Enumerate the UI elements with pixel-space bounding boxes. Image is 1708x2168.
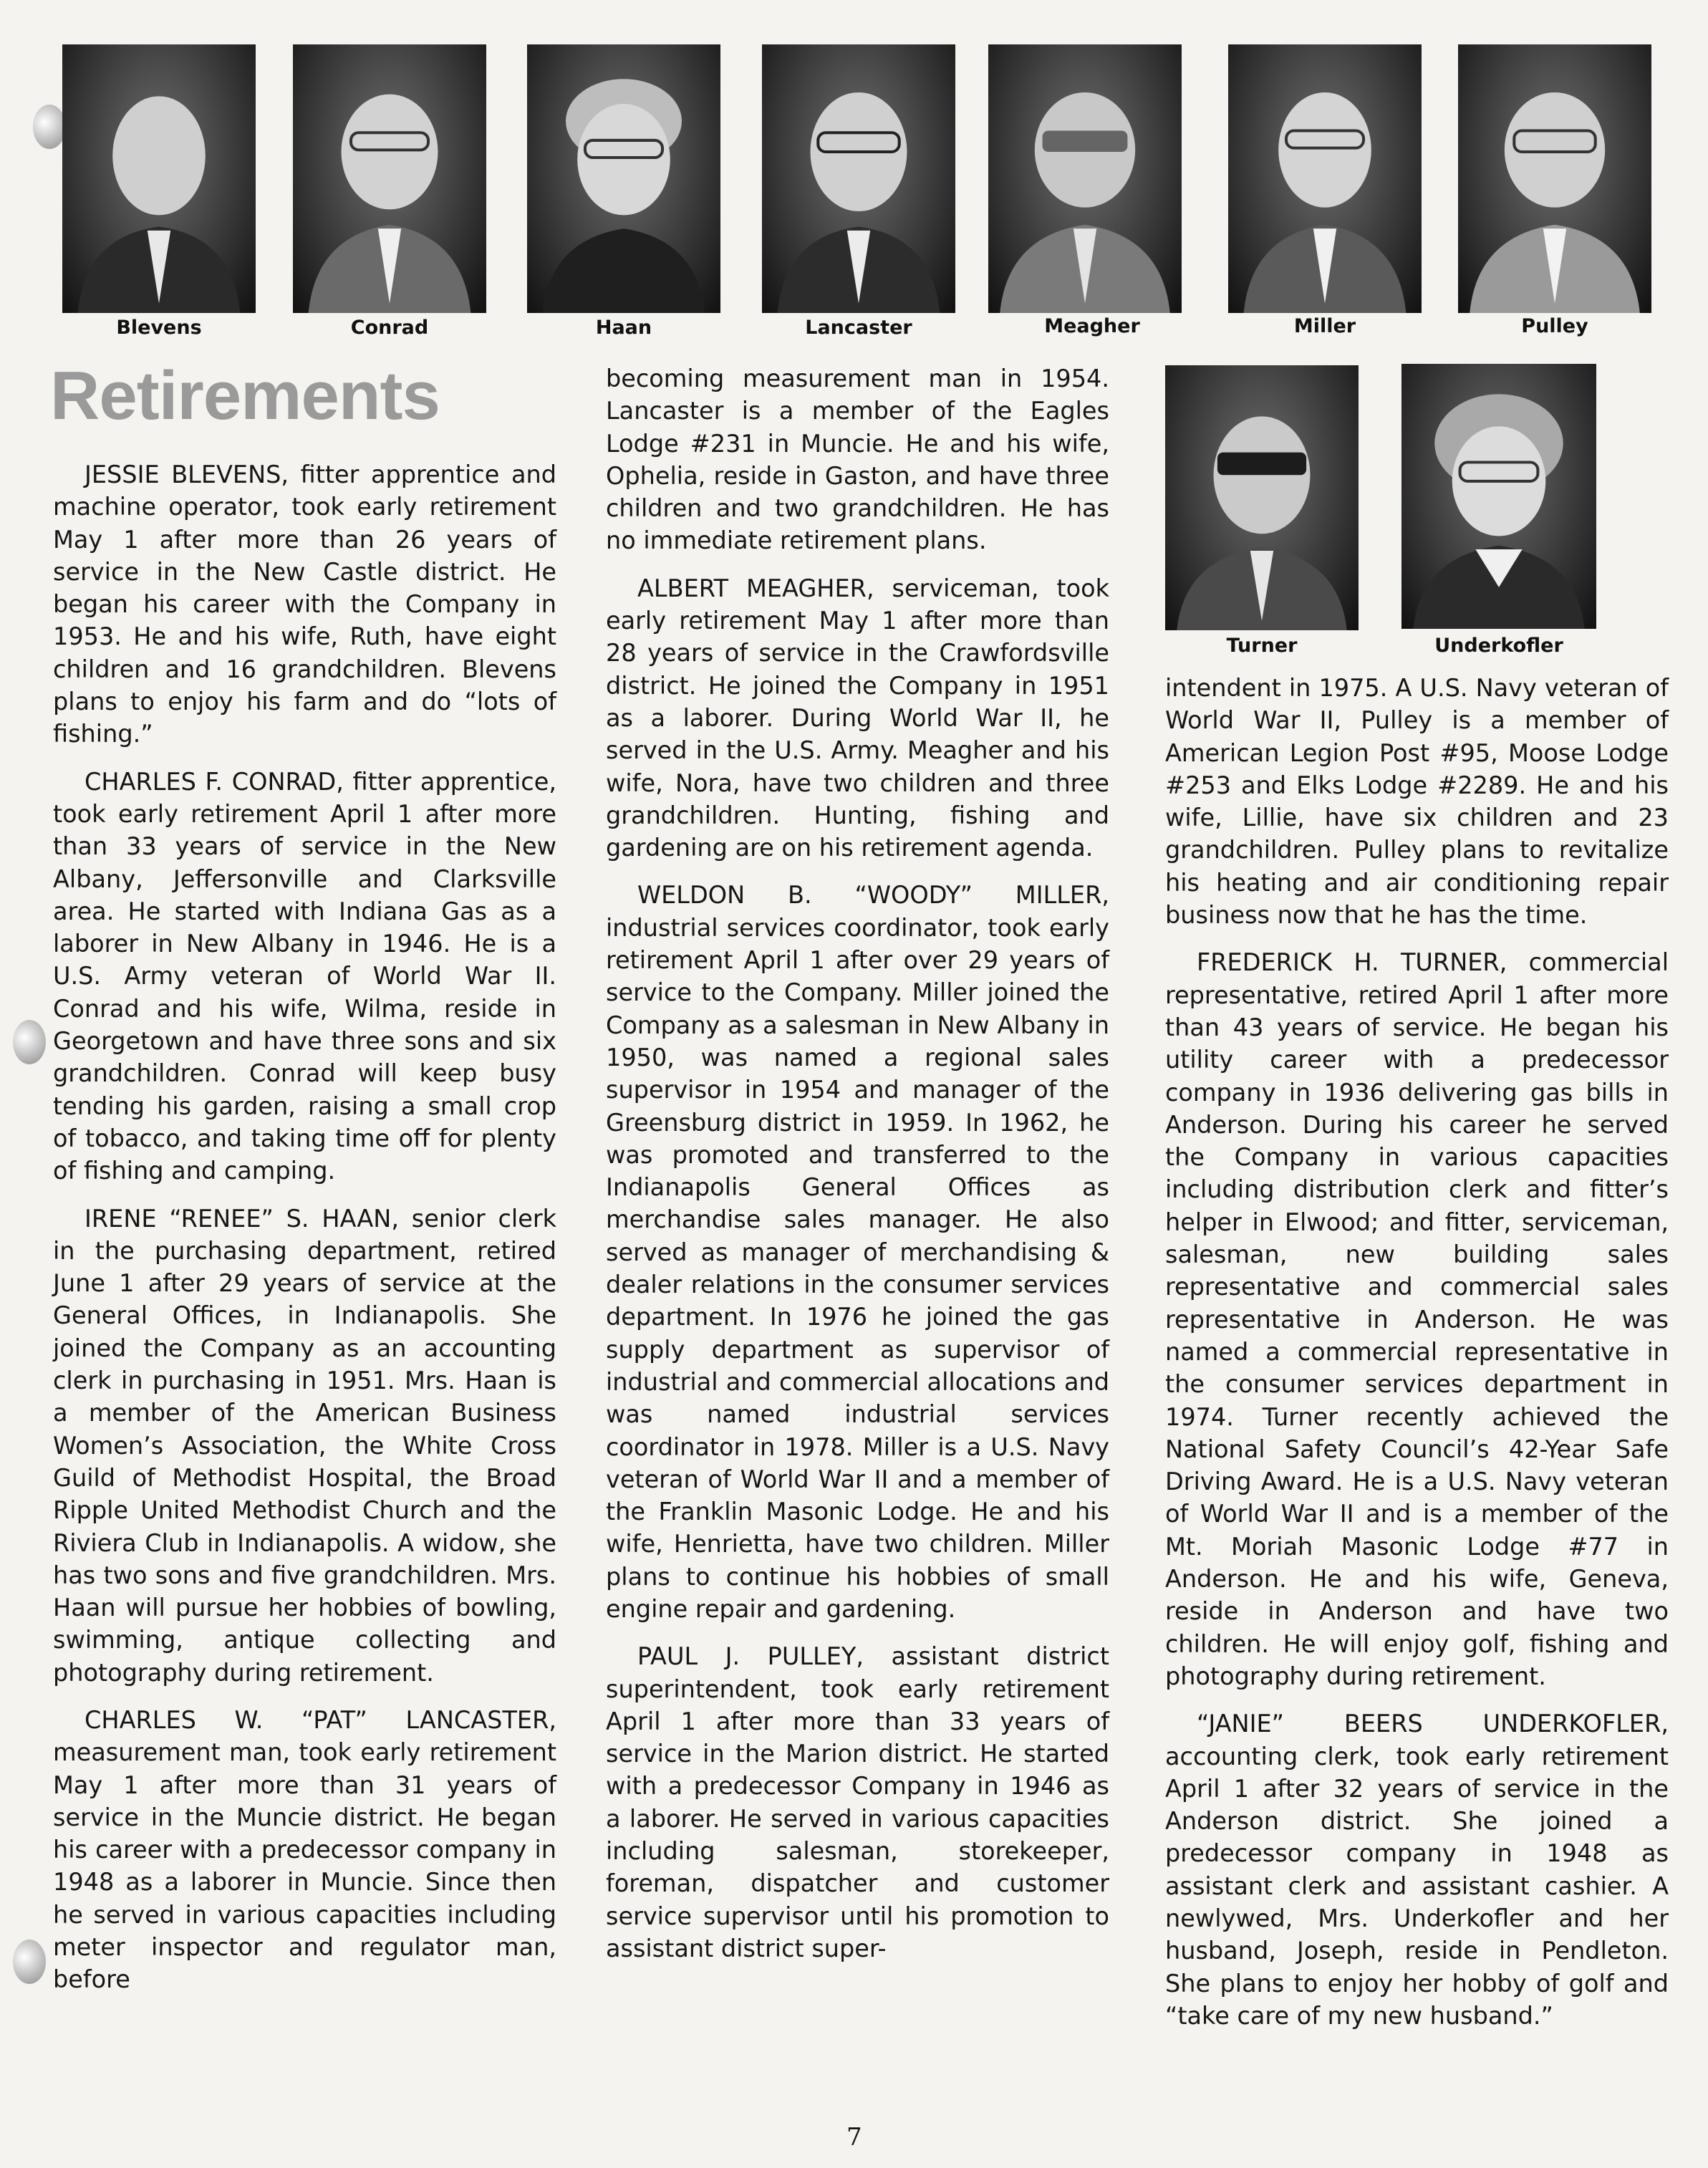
- binder-hole-top: [33, 105, 66, 149]
- caption-turner: Turner: [1226, 635, 1298, 657]
- caption-meagher: Meagher: [1044, 315, 1140, 337]
- article-turner: FREDERICK H. TURNER, commercial representative, retired April 1 after more than 43 years of service. He began his utility career with a predecessor company in 1936 delivering gas bills in Anderson. During his career he served the Company in various capacities including distribution clerk and fitter’s helper in Elwood; and fitter, serviceman, salesman, new building sales representative and commercial sales representative in Anderson. He was named a commercial representative in the consumer services department in 1974. Turner recently achieved the National Safety Council’s 42-Year Safe Driving Award. He is a U.S. Navy veteran of World War II and is a member of the Mt. Moriah Masonic Lodge #77 in Anderson. He and his wife, Geneva, reside in Anderson and have two children. He will enjoy golf, fishing and photography during retirement.: [1165, 948, 1669, 1690]
- article-haan: IRENE “RENEE” S. HAAN, senior clerk in the purchasing department, retired June 1 after 29 years of service at the General Offices, in Indianapolis. She joined the Company as an accounting clerk in purchasing in 1951. Mrs. Haan is a member of the American Business Women’s Association, the White Cross Guild of Methodist Hospital, the Broad Ripple United Methodist Church and the Riviera Club in Indianapolis. A widow, she has two sons and five grandchildren. Mrs. Haan will pursue her hobbies of bowling, swimming, antique collecting and photography during retirement.: [53, 1204, 556, 1687]
- portrait-photo-lancaster: [762, 44, 955, 313]
- caption-miller: Miller: [1293, 315, 1356, 337]
- binder-hole-bottom: [13, 1940, 46, 1984]
- article-pulley-start: PAUL J. PULLEY, assistant district superintendent, took early retirement April 1 after more than 33 years of service in the Marion district. He started with a predecessor Company in 1946 as a laborer. He served in various capacities including salesman, storekeeper, foreman, dispatcher and customer service supervisor until his promotion to assistant district super-: [606, 1642, 1109, 1962]
- article-underkofler: “JANIE” BEERS UNDERKOFLER, accounting clerk, took early retirement April 1 after 32 years of service in the Anderson district. She joined a predecessor company in 1948 as assistant clerk and assistant cashier. A newlywed, Mrs. Underkofler and her husband, Joseph, reside in Pendleton. She plans to enjoy her hobby of golf and “take care of my new husband.”: [1165, 1710, 1669, 2030]
- portrait-photo-underkofler: [1401, 364, 1596, 629]
- caption-lancaster: Lancaster: [805, 317, 912, 339]
- column-middle: [606, 362, 1109, 1980]
- article-lancaster-continued: becoming measurement man in 1954. Lancaster is a member of the Eagles Lodge #231 in Muncie. He and his wife, Ophelia, reside in Gaston, and have three children and two grandchildren. He has no immediate retirement plans.: [606, 365, 1109, 555]
- article-blevens: JESSIE BLEVENS, fitter apprentice and machine operator, took early retirement May 1 after more than 26 years of service in the New Castle district. He began his career with the Company in 1953. He and his wife, Ruth, have eight children and 16 grandchildren. Blevens plans to enjoy his farm and do “lots of fishing.”: [53, 461, 556, 748]
- portrait-photo-conrad: [293, 44, 486, 313]
- portrait-photo-turner: [1165, 365, 1359, 630]
- portrait-photo-blevens: [62, 44, 256, 313]
- binder-hole-middle: [13, 1020, 46, 1064]
- article-miller: WELDON B. “WOODY” MILLER, industrial services coordinator, took early retirement April 1 after over 29 years of service to the Company. Miller joined the Company as a salesman in New Albany in 1950, was named a regional sales supervisor in 1954 and manager of the Greensburg district in 1959. In 1962, he was promoted and transferred to the Indianapolis General Offices as merchandise sales manager. He also served as manager of merchandising & dealer relations in the consumer services department. In 1976 he joined the gas supply department as supervisor of industrial and commercial allocations and was named industrial services coordinator in 1978. Miller is a U.S. Navy veteran of World War II and a member of the Franklin Masonic Lodge. He and his wife, Henrietta, have two children. Miller plans to continue his hobbies of small engine repair and gardening.: [606, 881, 1109, 1623]
- portrait-photo-miller: [1228, 44, 1422, 313]
- caption-conrad: Conrad: [350, 317, 429, 339]
- article-conrad: CHARLES F. CONRAD, fitter apprentice, took early retirement April 1 after more than 33 years of service in the New Albany, Jeffersonville and Clarksville area. He started with Indiana Gas as a laborer in New Albany in 1946. He is a U.S. Army veteran of World War II. Conrad and his wife, Wilma, reside in Georgetown and have three sons and six grandchildren. Conrad will keep busy tending his garden, raising a small crop of tobacco, and taking time off for plenty of fishing and camping.: [53, 767, 556, 1185]
- portrait-photo-haan: [527, 44, 720, 313]
- caption-underkofler: Underkofler: [1434, 635, 1563, 657]
- caption-haan: Haan: [595, 317, 652, 339]
- caption-pulley: Pulley: [1521, 315, 1588, 337]
- column-right: [1165, 672, 1669, 2047]
- article-pulley-continued: intendent in 1975. A U.S. Navy veteran of World War II, Pulley is a member of American Legion Post #95, Moose Lodge #253 and Elks Lodge #2289. He and his wife, Lillie, have six children and 23 grandchildren. Pulley plans to revitalize his heating and air conditioning repair business now that he has the time.: [1165, 674, 1669, 930]
- article-lancaster-start: CHARLES W. “PAT” LANCASTER, measurement man, took early retirement May 1 after more than 31 years of service in the Muncie district. He began his career with a predecessor company in 1948 as a laborer in Muncie. Since then he served in various capacities including meter inspector and regulator man, before: [53, 1705, 556, 1994]
- article-meagher: ALBERT MEAGHER, serviceman, took early retirement May 1 after more than 28 years of service in the Crawfordsville district. He joined the Company in 1951 as a laborer. During World War II, he served in the U.S. Army. Meagher and his wife, Nora, have two children and three grandchildren. Hunting, fishing and gardening are on his retirement agenda.: [606, 574, 1109, 862]
- column-left: [53, 458, 556, 2011]
- portrait-photo-meagher: [988, 44, 1182, 313]
- portrait-photo-pulley: [1458, 44, 1651, 313]
- caption-blevens: Blevens: [116, 317, 202, 339]
- page-title: Retirements: [50, 357, 440, 434]
- page-number: 7: [846, 2123, 862, 2152]
